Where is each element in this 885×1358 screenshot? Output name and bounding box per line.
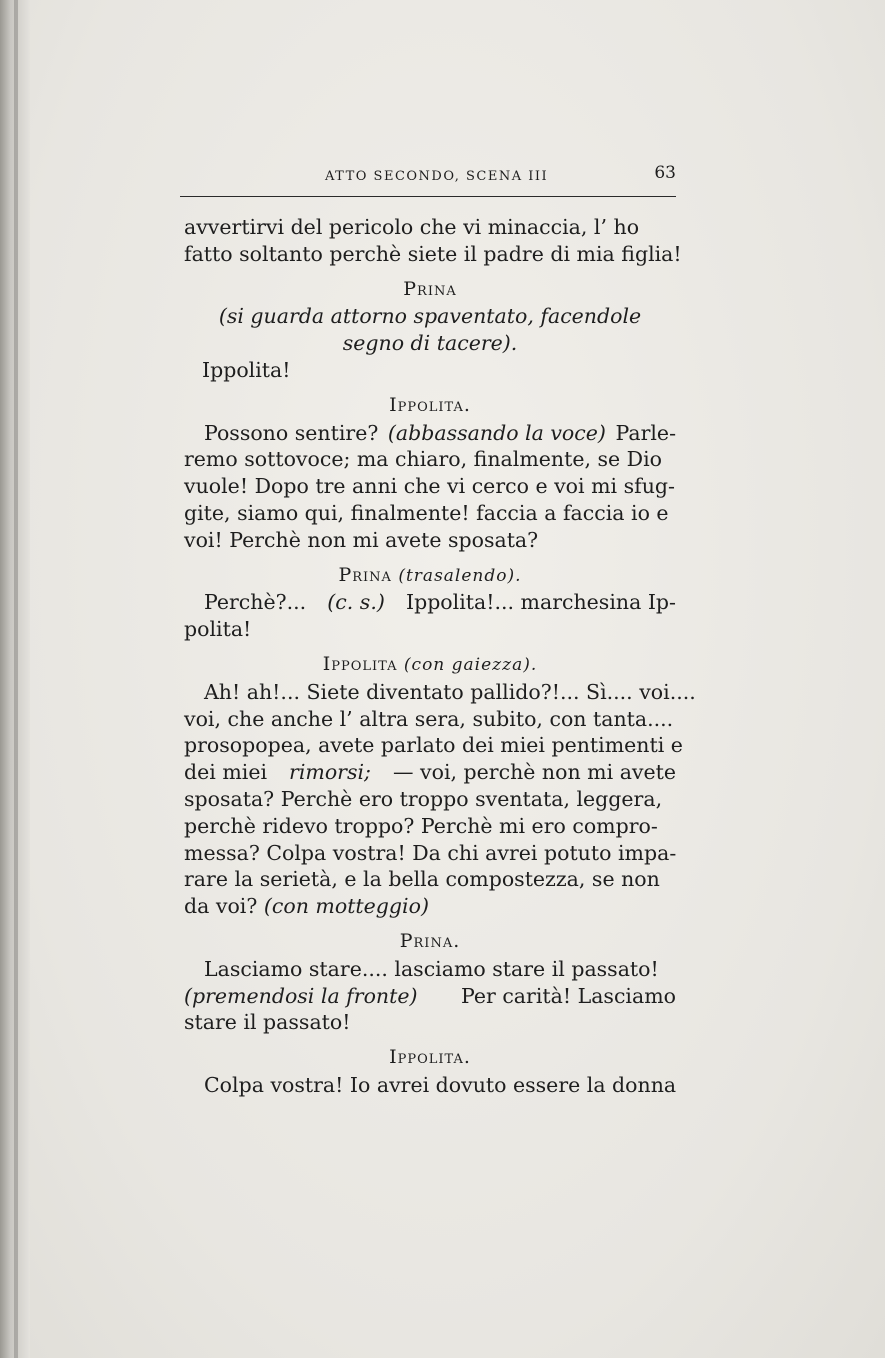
page-header: [180, 163, 676, 189]
page-number: 63: [654, 163, 676, 183]
text-line: sposata? Perchè ero troppo sventata, leggera,: [184, 786, 663, 811]
text-line: polita!: [184, 617, 252, 642]
binding-shadow: [14, 0, 18, 1358]
text-line: Perchè?... (c. s.) Ippolita!... marchesina Ip-: [204, 590, 676, 615]
text-line: voi, che anche l’ altra sera, subito, con tanta....: [184, 706, 674, 731]
text-line: rare la serietà, e la bella compostezza, se non: [184, 867, 660, 892]
text-line: vuole! Dopo tre anni che vi cerco e voi mi sfug-: [184, 474, 675, 499]
speaker-name: Prina (trasalendo).: [338, 563, 522, 586]
header-rule: [180, 196, 676, 197]
text-line: Possono sentire? (abbassando la voce) Parle-: [204, 420, 676, 445]
text-line: da voi? (con motteggio): [184, 894, 429, 919]
speaker-name: Ippolita.: [389, 1046, 471, 1069]
play-text: [184, 214, 696, 1099]
text-line: avvertirvi del pericolo che vi minaccia, l’ ho: [184, 215, 640, 239]
text-line: Ippolita!: [202, 357, 291, 382]
speaker-name: Prina: [403, 277, 457, 300]
text-line: Lasciamo stare.... lasciamo stare il passato!: [204, 956, 659, 981]
text-line: Colpa vostra! Io avrei dovuto essere la donna: [204, 1072, 677, 1097]
text-line: dei miei rimorsi; — voi, perchè non mi avete: [184, 760, 676, 785]
stage-direction: (si guarda attorno spaventato, facendole: [218, 304, 642, 329]
text-line: Ah! ah!... Siete diventato pallido?!... Sì.... voi....: [204, 679, 696, 704]
text-line: stare il passato!: [184, 1010, 351, 1035]
text-line: messa? Colpa vostra! Da chi avrei potuto impa-: [184, 840, 677, 865]
text-line: (premendosi la fronte) Per carità! Lasciamo: [184, 983, 676, 1008]
speaker-name: Ippolita (con gaiezza).: [322, 652, 538, 675]
text-line: gite, siamo qui, finalmente! faccia a faccia io e: [184, 500, 669, 525]
text-line: voi! Perchè non mi avete sposata?: [184, 527, 539, 552]
speaker-name: Prina.: [399, 929, 461, 952]
text-line: remo sottovoce; ma chiaro, finalmente, se Dio: [184, 447, 663, 472]
text-line: prosopopea, avete parlato dei miei pentimenti e: [184, 733, 683, 758]
text-line: fatto soltanto perchè siete il padre di mia figlia!: [184, 241, 682, 266]
speaker-name: Ippolita.: [389, 393, 471, 416]
running-title: ATTO SECONDO, SCENA III: [325, 169, 549, 184]
text-line: perchè ridevo troppo? Perchè mi ero compro-: [184, 813, 658, 838]
stage-direction: segno di tacere).: [342, 331, 518, 356]
